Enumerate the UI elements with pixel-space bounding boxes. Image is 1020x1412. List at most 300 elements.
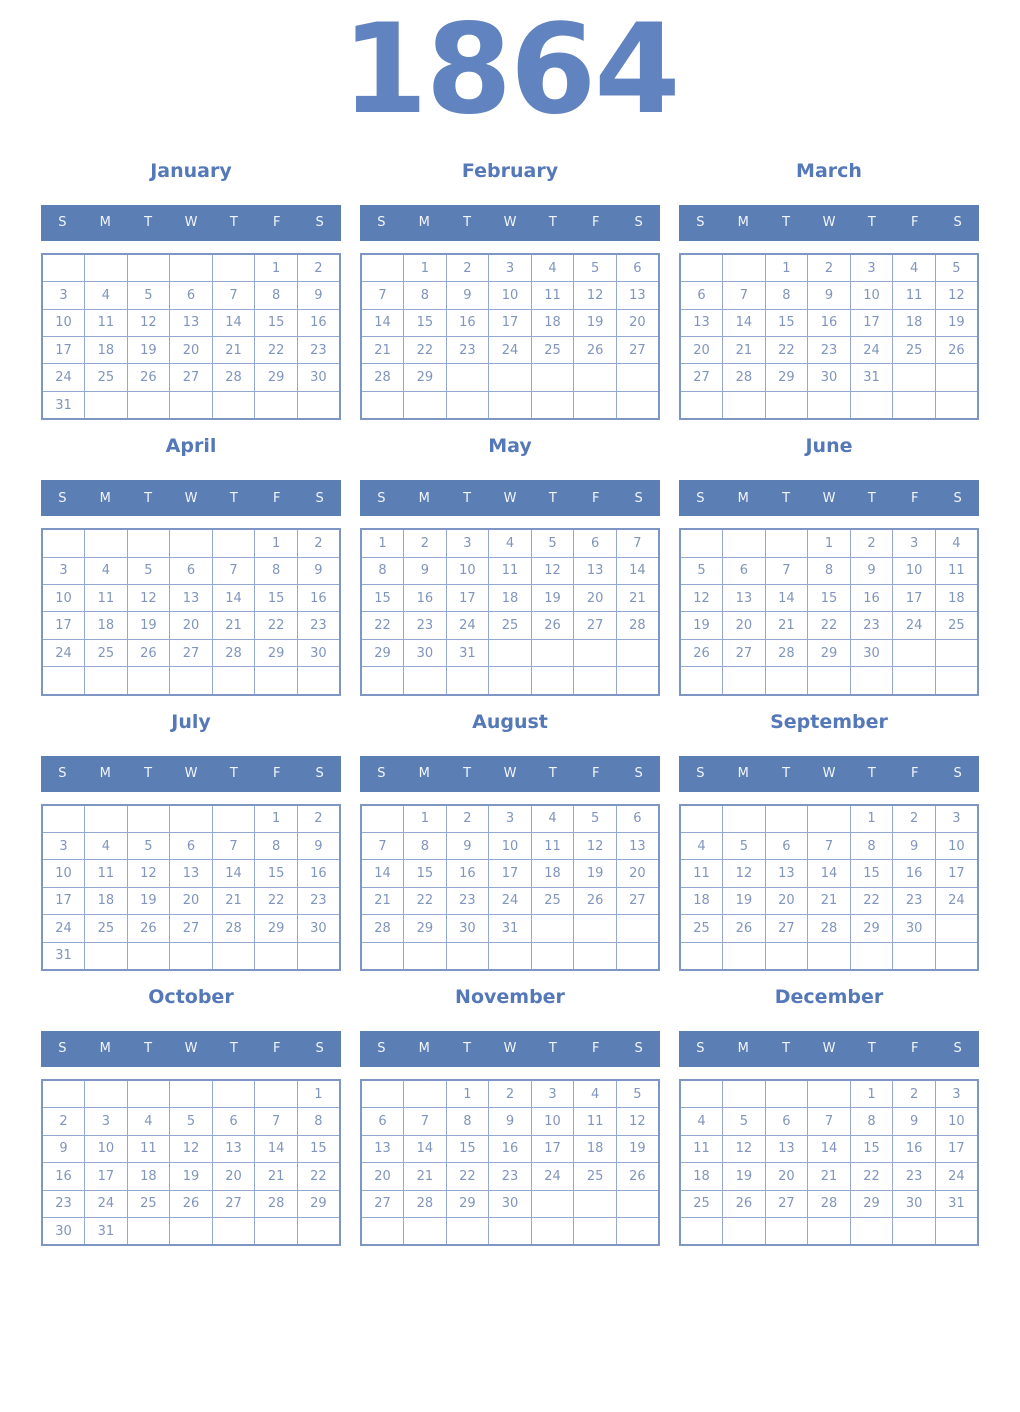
day-cell: 19 <box>723 1163 766 1190</box>
day-cell <box>680 1217 723 1245</box>
day-cell <box>850 1217 893 1245</box>
weekday-letter: S <box>634 766 643 782</box>
day-cell: 2 <box>297 529 340 557</box>
day-cell: 26 <box>574 337 617 364</box>
day-cell: 13 <box>170 309 213 336</box>
day-cell: 3 <box>935 1080 978 1108</box>
month-title: October <box>148 985 234 1008</box>
day-cell: 16 <box>42 1163 85 1190</box>
day-cell: 6 <box>170 282 213 309</box>
day-cell: 17 <box>935 1135 978 1162</box>
day-cell <box>170 529 213 557</box>
weekday-letter: T <box>782 766 791 782</box>
day-cell: 30 <box>489 1190 532 1217</box>
day-cell <box>765 529 808 557</box>
day-cell <box>765 1217 808 1245</box>
weekday-letter: F <box>910 490 919 506</box>
day-cell: 27 <box>680 364 723 391</box>
week-row <box>680 860 978 887</box>
day-cell <box>127 805 170 833</box>
day-cell: 24 <box>893 612 936 639</box>
day-cell: 13 <box>765 1135 808 1162</box>
weekday-letter: W <box>503 490 517 506</box>
day-cell: 7 <box>361 282 404 309</box>
day-cell <box>531 1217 574 1245</box>
day-cell: 15 <box>297 1135 340 1162</box>
day-cell <box>850 667 893 695</box>
month-january <box>41 158 341 420</box>
day-cell: 27 <box>170 639 213 666</box>
month-december <box>679 984 979 1246</box>
day-cell <box>212 254 255 282</box>
day-cell: 15 <box>765 309 808 336</box>
day-cell: 2 <box>489 1080 532 1108</box>
week-row <box>42 364 340 391</box>
day-cell: 24 <box>935 887 978 914</box>
day-cell: 16 <box>297 309 340 336</box>
day-cell: 5 <box>723 1108 766 1135</box>
day-cell: 15 <box>446 1135 489 1162</box>
day-cell: 14 <box>212 860 255 887</box>
day-cell: 20 <box>723 612 766 639</box>
week-row <box>680 1135 978 1162</box>
day-cell: 6 <box>170 832 213 859</box>
weekday-letter: T <box>548 1041 557 1057</box>
day-cell: 2 <box>297 254 340 282</box>
day-cell: 20 <box>574 585 617 612</box>
day-cell <box>531 915 574 942</box>
day-cell: 25 <box>85 639 128 666</box>
day-cell: 28 <box>212 915 255 942</box>
day-cell: 31 <box>935 1190 978 1217</box>
day-cell: 27 <box>170 364 213 391</box>
weekday-letter: M <box>737 215 749 231</box>
month-september <box>679 709 979 971</box>
day-cell: 11 <box>85 860 128 887</box>
day-cell: 19 <box>574 860 617 887</box>
week-row <box>42 832 340 859</box>
week-row <box>680 282 978 309</box>
day-cell: 22 <box>361 612 404 639</box>
day-cell: 31 <box>85 1217 128 1245</box>
day-cell: 26 <box>127 639 170 666</box>
month-title: March <box>796 159 862 182</box>
day-cell: 12 <box>723 860 766 887</box>
day-cell: 2 <box>42 1108 85 1135</box>
day-cell: 26 <box>680 639 723 666</box>
day-cell: 12 <box>127 860 170 887</box>
weekday-header-bar <box>360 756 660 792</box>
week-row <box>680 1080 978 1108</box>
weekday-letter: M <box>99 766 111 782</box>
day-cell: 3 <box>42 282 85 309</box>
weekday-letter: M <box>418 1041 430 1057</box>
day-cell <box>170 805 213 833</box>
day-cell <box>616 364 659 391</box>
day-cell <box>361 391 404 419</box>
day-cell: 13 <box>765 860 808 887</box>
weekday-letter: S <box>953 490 962 506</box>
day-cell <box>212 667 255 695</box>
weekday-letter: S <box>696 490 705 506</box>
day-cell: 23 <box>893 887 936 914</box>
day-cell: 19 <box>127 612 170 639</box>
day-cell: 1 <box>850 1080 893 1108</box>
weekday-letter: T <box>463 490 472 506</box>
day-cell: 1 <box>297 1080 340 1108</box>
day-cell <box>850 942 893 970</box>
weekday-letter: W <box>503 1041 517 1057</box>
day-cell <box>404 942 447 970</box>
day-cell: 22 <box>850 1163 893 1190</box>
day-cell: 8 <box>404 282 447 309</box>
weekday-letter: M <box>418 215 430 231</box>
day-cell: 10 <box>489 832 532 859</box>
day-cell: 18 <box>935 585 978 612</box>
day-cell: 10 <box>489 282 532 309</box>
week-row <box>361 391 659 419</box>
day-cell: 7 <box>808 1108 851 1135</box>
day-cell <box>170 667 213 695</box>
week-row <box>361 639 659 666</box>
day-cell: 23 <box>850 612 893 639</box>
day-cell: 17 <box>42 337 85 364</box>
day-cell: 14 <box>404 1135 447 1162</box>
day-cell: 30 <box>446 915 489 942</box>
week-row <box>361 805 659 833</box>
day-cell: 23 <box>893 1163 936 1190</box>
day-cell: 6 <box>574 529 617 557</box>
month-days-table <box>41 804 341 971</box>
day-cell <box>404 667 447 695</box>
day-cell: 3 <box>850 254 893 282</box>
weekday-letter: S <box>634 1041 643 1057</box>
day-cell: 24 <box>531 1163 574 1190</box>
day-cell: 6 <box>361 1108 404 1135</box>
day-cell: 21 <box>765 612 808 639</box>
day-cell <box>808 942 851 970</box>
day-cell: 25 <box>85 364 128 391</box>
day-cell: 24 <box>85 1190 128 1217</box>
day-cell: 22 <box>850 887 893 914</box>
day-cell: 21 <box>361 887 404 914</box>
day-cell: 10 <box>85 1135 128 1162</box>
day-cell: 19 <box>531 585 574 612</box>
weekday-letter: S <box>315 490 324 506</box>
day-cell: 8 <box>850 832 893 859</box>
day-cell: 17 <box>42 612 85 639</box>
day-cell: 28 <box>808 1190 851 1217</box>
day-cell <box>893 391 936 419</box>
day-cell: 30 <box>297 639 340 666</box>
day-cell <box>489 639 532 666</box>
day-cell <box>680 805 723 833</box>
day-cell: 8 <box>255 832 298 859</box>
week-row <box>361 942 659 970</box>
day-cell: 28 <box>212 639 255 666</box>
day-cell: 22 <box>404 337 447 364</box>
weekday-letter: S <box>58 215 67 231</box>
week-row <box>361 1135 659 1162</box>
day-cell: 8 <box>255 282 298 309</box>
day-cell: 29 <box>765 364 808 391</box>
month-days-table <box>679 1079 979 1246</box>
weekday-letter: W <box>822 1041 836 1057</box>
day-cell <box>531 1190 574 1217</box>
day-cell: 30 <box>893 1190 936 1217</box>
week-row <box>42 1080 340 1108</box>
day-cell: 14 <box>723 309 766 336</box>
week-row <box>680 805 978 833</box>
day-cell: 28 <box>723 364 766 391</box>
week-row <box>42 667 340 695</box>
week-row <box>361 1108 659 1135</box>
day-cell: 25 <box>127 1190 170 1217</box>
month-july <box>41 709 341 971</box>
day-cell: 23 <box>489 1163 532 1190</box>
day-cell: 15 <box>404 860 447 887</box>
week-row <box>42 557 340 584</box>
day-cell: 6 <box>680 282 723 309</box>
day-cell <box>893 667 936 695</box>
day-cell: 14 <box>765 585 808 612</box>
weekday-letter: M <box>418 490 430 506</box>
weekday-letter: S <box>377 1041 386 1057</box>
weekday-letter: W <box>503 766 517 782</box>
day-cell: 27 <box>765 1190 808 1217</box>
day-cell: 5 <box>127 832 170 859</box>
day-cell <box>680 529 723 557</box>
weekday-header-bar <box>360 205 660 241</box>
weekday-header-bar <box>679 756 979 792</box>
day-cell <box>680 1080 723 1108</box>
weekday-letter: S <box>696 766 705 782</box>
month-november <box>360 984 660 1246</box>
week-row <box>680 832 978 859</box>
day-cell: 2 <box>808 254 851 282</box>
day-cell: 28 <box>404 1190 447 1217</box>
day-cell <box>893 639 936 666</box>
day-cell: 3 <box>489 254 532 282</box>
day-cell: 22 <box>765 337 808 364</box>
day-cell: 25 <box>85 915 128 942</box>
month-days-table <box>360 804 660 971</box>
weekday-letter: T <box>548 766 557 782</box>
day-cell: 28 <box>808 915 851 942</box>
day-cell: 20 <box>616 309 659 336</box>
weekday-letter: S <box>315 766 324 782</box>
day-cell: 22 <box>255 337 298 364</box>
weekday-letter: S <box>696 1041 705 1057</box>
month-title: November <box>455 985 565 1008</box>
month-days-table <box>679 804 979 971</box>
day-cell: 21 <box>212 887 255 914</box>
day-cell: 24 <box>42 364 85 391</box>
day-cell <box>616 1190 659 1217</box>
month-days-table <box>679 528 979 695</box>
day-cell <box>127 1217 170 1245</box>
day-cell: 14 <box>255 1135 298 1162</box>
week-row <box>361 1163 659 1190</box>
week-row <box>680 1163 978 1190</box>
day-cell <box>850 391 893 419</box>
day-cell <box>616 639 659 666</box>
day-cell: 14 <box>808 1135 851 1162</box>
day-cell: 20 <box>170 612 213 639</box>
day-cell: 17 <box>489 309 532 336</box>
day-cell: 18 <box>574 1135 617 1162</box>
day-cell: 3 <box>446 529 489 557</box>
day-cell: 15 <box>361 585 404 612</box>
day-cell: 6 <box>616 805 659 833</box>
day-cell <box>616 391 659 419</box>
month-title: April <box>165 435 217 458</box>
week-row <box>42 942 340 970</box>
day-cell: 20 <box>212 1163 255 1190</box>
day-cell <box>85 254 128 282</box>
month-october <box>41 984 341 1246</box>
day-cell: 11 <box>574 1108 617 1135</box>
day-cell <box>574 1190 617 1217</box>
day-cell: 29 <box>404 364 447 391</box>
day-cell <box>531 364 574 391</box>
day-cell: 30 <box>893 915 936 942</box>
day-cell: 25 <box>893 337 936 364</box>
day-cell: 6 <box>765 832 808 859</box>
weekday-header-bar <box>679 205 979 241</box>
day-cell: 13 <box>616 282 659 309</box>
day-cell: 15 <box>850 1135 893 1162</box>
day-cell: 16 <box>297 585 340 612</box>
week-row <box>42 639 340 666</box>
month-august <box>360 709 660 971</box>
day-cell: 10 <box>531 1108 574 1135</box>
weekday-letter: F <box>272 766 281 782</box>
weekday-letter: T <box>782 215 791 231</box>
day-cell: 4 <box>893 254 936 282</box>
day-cell: 8 <box>361 557 404 584</box>
day-cell <box>680 667 723 695</box>
day-cell: 12 <box>616 1108 659 1135</box>
weekday-header-bar <box>41 480 341 516</box>
day-cell <box>255 1080 298 1108</box>
day-cell: 7 <box>723 282 766 309</box>
day-cell: 19 <box>127 887 170 914</box>
day-cell <box>255 667 298 695</box>
weekday-letter: F <box>272 490 281 506</box>
month-may <box>360 433 660 695</box>
weekday-letter: F <box>272 1041 281 1057</box>
day-cell: 14 <box>361 309 404 336</box>
day-cell: 7 <box>212 832 255 859</box>
day-cell: 3 <box>42 832 85 859</box>
weekday-letter: T <box>229 1041 238 1057</box>
day-cell: 13 <box>723 585 766 612</box>
day-cell: 19 <box>935 309 978 336</box>
week-row <box>42 887 340 914</box>
weekday-letter: T <box>144 1041 153 1057</box>
week-row <box>680 254 978 282</box>
day-cell: 27 <box>170 915 213 942</box>
day-cell: 24 <box>446 612 489 639</box>
day-cell: 30 <box>297 915 340 942</box>
day-cell <box>42 254 85 282</box>
day-cell: 4 <box>680 1108 723 1135</box>
day-cell <box>212 391 255 419</box>
weekday-letter: S <box>377 766 386 782</box>
day-cell: 27 <box>765 915 808 942</box>
day-cell: 24 <box>935 1163 978 1190</box>
day-cell: 20 <box>765 1163 808 1190</box>
day-cell: 20 <box>765 887 808 914</box>
day-cell: 9 <box>893 1108 936 1135</box>
day-cell <box>680 254 723 282</box>
day-cell <box>42 805 85 833</box>
day-cell <box>297 391 340 419</box>
day-cell <box>808 1080 851 1108</box>
day-cell: 1 <box>255 529 298 557</box>
week-row <box>42 1108 340 1135</box>
day-cell <box>404 1080 447 1108</box>
day-cell: 1 <box>255 254 298 282</box>
week-row <box>680 364 978 391</box>
weekday-letter: M <box>99 215 111 231</box>
week-row <box>680 887 978 914</box>
weekday-letter: W <box>822 490 836 506</box>
day-cell: 29 <box>255 364 298 391</box>
week-row <box>361 612 659 639</box>
day-cell: 21 <box>723 337 766 364</box>
day-cell: 6 <box>616 254 659 282</box>
day-cell: 28 <box>765 639 808 666</box>
day-cell: 21 <box>808 887 851 914</box>
day-cell: 29 <box>808 639 851 666</box>
month-title: January <box>150 159 232 182</box>
week-row <box>42 254 340 282</box>
day-cell: 19 <box>680 612 723 639</box>
day-cell <box>574 915 617 942</box>
weekday-letter: T <box>229 766 238 782</box>
day-cell <box>85 529 128 557</box>
weekday-letter: F <box>910 766 919 782</box>
day-cell: 12 <box>723 1135 766 1162</box>
day-cell: 13 <box>574 557 617 584</box>
weekday-letter: S <box>953 215 962 231</box>
day-cell: 24 <box>489 887 532 914</box>
day-cell: 18 <box>893 309 936 336</box>
day-cell <box>446 364 489 391</box>
day-cell <box>935 915 978 942</box>
week-row <box>42 391 340 419</box>
day-cell: 20 <box>170 887 213 914</box>
week-row <box>680 1108 978 1135</box>
day-cell: 28 <box>255 1190 298 1217</box>
day-cell: 26 <box>531 612 574 639</box>
day-cell: 5 <box>127 282 170 309</box>
weekday-letter: S <box>377 490 386 506</box>
day-cell <box>574 667 617 695</box>
day-cell <box>935 364 978 391</box>
week-row <box>42 309 340 336</box>
day-cell <box>765 1080 808 1108</box>
day-cell: 10 <box>42 860 85 887</box>
day-cell: 19 <box>723 887 766 914</box>
day-cell: 15 <box>255 585 298 612</box>
weekday-header-bar <box>679 1031 979 1067</box>
day-cell: 1 <box>361 529 404 557</box>
month-days-table <box>360 253 660 420</box>
weekday-letter: S <box>315 215 324 231</box>
